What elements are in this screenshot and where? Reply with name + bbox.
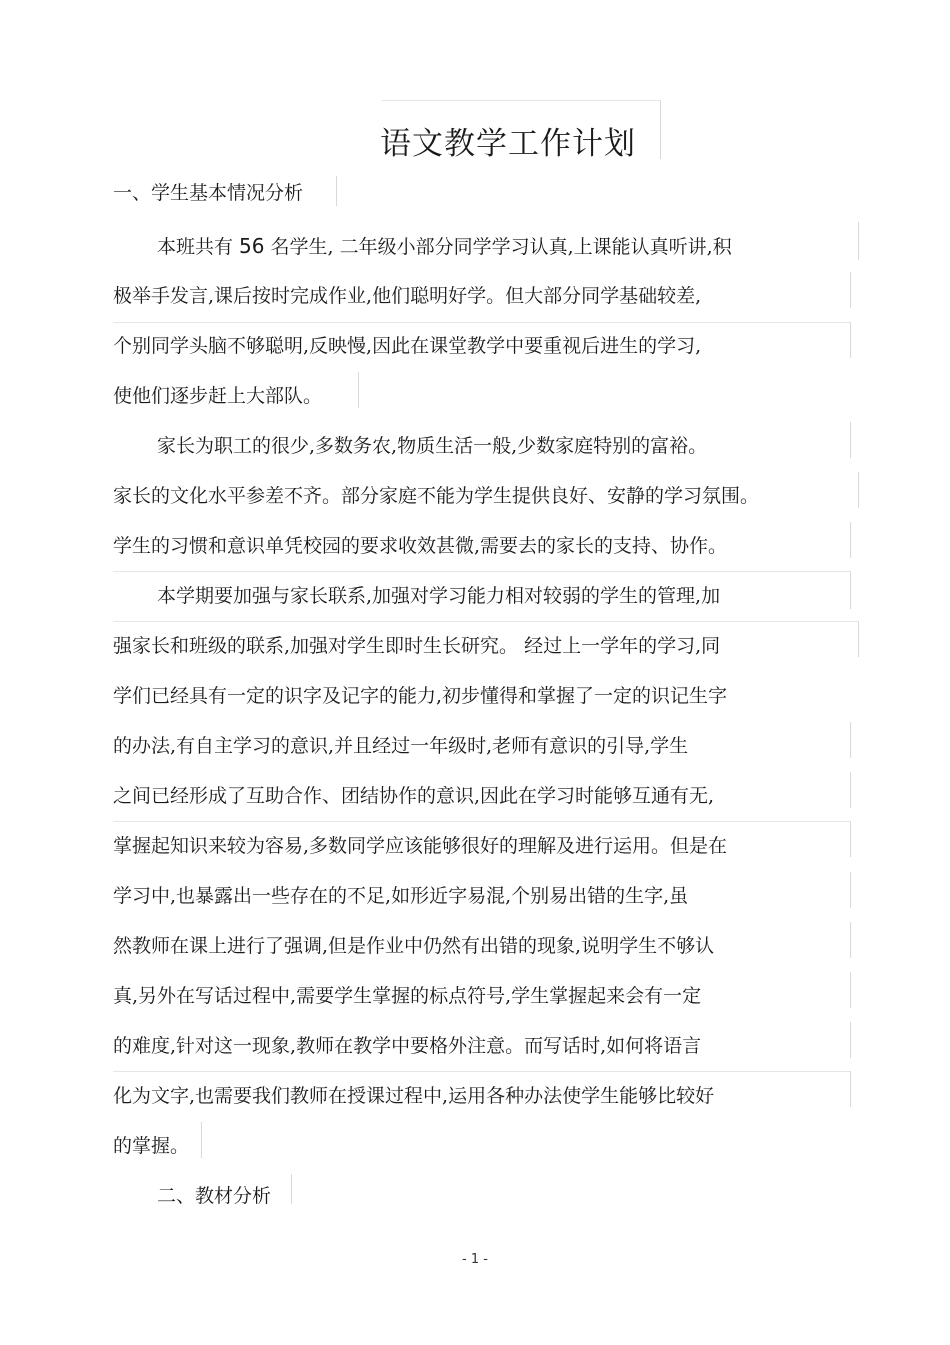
frame-rule <box>850 872 851 908</box>
paragraph-line: 使他们逐步赶上大部队。 <box>113 385 323 407</box>
frame-rule <box>850 722 851 758</box>
paragraph-line: 学习中,也暴露出一些存在的不足,如形近字易混,个别易出错的生字,虽 <box>113 885 689 907</box>
paragraph-line: 掌握起知识来较为容易,多数同学应该能够很好的理解及进行运用。但是在 <box>113 835 728 857</box>
frame-rule <box>113 1071 850 1072</box>
frame-rule <box>858 472 859 508</box>
frame-rule <box>113 571 850 572</box>
frame-rule <box>113 621 858 622</box>
frame-rule <box>850 422 851 458</box>
paragraph-line: 极举手发言,课后按时完成作业,他们聪明好学。但大部分同学基础较差, <box>113 285 702 307</box>
paragraph-line: 学们已经具有一定的识字及记字的能力,初步懂得和掌握了一定的识记生字 <box>113 685 728 707</box>
frame-rule <box>850 571 851 609</box>
frame-rule <box>850 922 851 958</box>
frame-rule <box>850 772 851 808</box>
section-heading-textbook-analysis: 二、教材分析 <box>157 1185 272 1207</box>
student-count: 56 <box>239 234 265 258</box>
frame-rule <box>850 522 851 558</box>
paragraph-line: 的掌握。 <box>113 1135 190 1157</box>
paragraph-line: 化为文字,也需要我们教师在授课过程中,运用各种办法使学生能够比较好 <box>113 1085 715 1107</box>
page-number: - 1 - <box>462 1252 488 1267</box>
paragraph-line: 之间已经形成了互助合作、团结协作的意识,因此在学习时能够互通有无, <box>113 785 715 807</box>
frame-rule <box>201 1122 202 1158</box>
paragraph-line: 然教师在课上进行了强调,但是作业中仍然有出错的现象,说明学生不够认 <box>113 935 715 957</box>
frame-rule <box>291 1174 292 1204</box>
frame-rule <box>850 972 851 1008</box>
frame-rule <box>850 272 851 308</box>
paragraph-line: 本学期要加强与家长联系,加强对学习能力相对较弱的学生的管理,加 <box>157 585 721 607</box>
line-text: 本班共有 <box>157 236 240 258</box>
frame-rule <box>113 821 850 822</box>
document-title: 语文教学工作计划 <box>380 126 636 162</box>
frame-rule <box>850 322 851 358</box>
frame-rule <box>858 222 859 260</box>
paragraph-line: 真,另外在写话过程中,需要学生掌握的标点符号,学生掌握起来会有一定 <box>113 985 702 1007</box>
frame-rule <box>850 1071 851 1107</box>
paragraph-line: 强家长和班级的联系,加强对学生即时生长研究。 经过上一学年的学习,同 <box>113 635 721 657</box>
frame-rule <box>336 176 337 206</box>
frame-rule <box>858 621 859 657</box>
line-text: 名学生, 二年级小部分同学学习认真,上课能认真听讲,积 <box>264 236 732 258</box>
frame-rule <box>850 821 851 857</box>
paragraph-line: 的难度,针对这一现象,教师在教学中要格外注意。而写话时,如何将语言 <box>113 1035 702 1057</box>
paragraph-line <box>157 233 732 260</box>
frame-rule <box>358 372 359 408</box>
paragraph-line: 家长的文化水平参差不齐。部分家庭不能为学生提供良好、安静的学习氛围。 <box>113 485 760 507</box>
paragraph-line: 的办法,有自主学习的意识,并且经过一年级时,老师有意识的引导,学生 <box>113 735 689 757</box>
paragraph-line: 学生的习惯和意识单凭校园的要求收效甚微,需要去的家长的支持、协作。 <box>113 535 728 557</box>
frame-rule <box>113 322 850 323</box>
paragraph-line: 家长为职工的很少,多数务农,物质生活一般,少数家庭特别的富裕。 <box>157 435 708 457</box>
frame-rule <box>850 1022 851 1058</box>
paragraph-line: 个别同学头脑不够聪明,反映慢,因此在课堂教学中要重视后进生的学习, <box>113 335 702 357</box>
section-heading-student-analysis: 一、学生基本情况分析 <box>113 182 304 204</box>
